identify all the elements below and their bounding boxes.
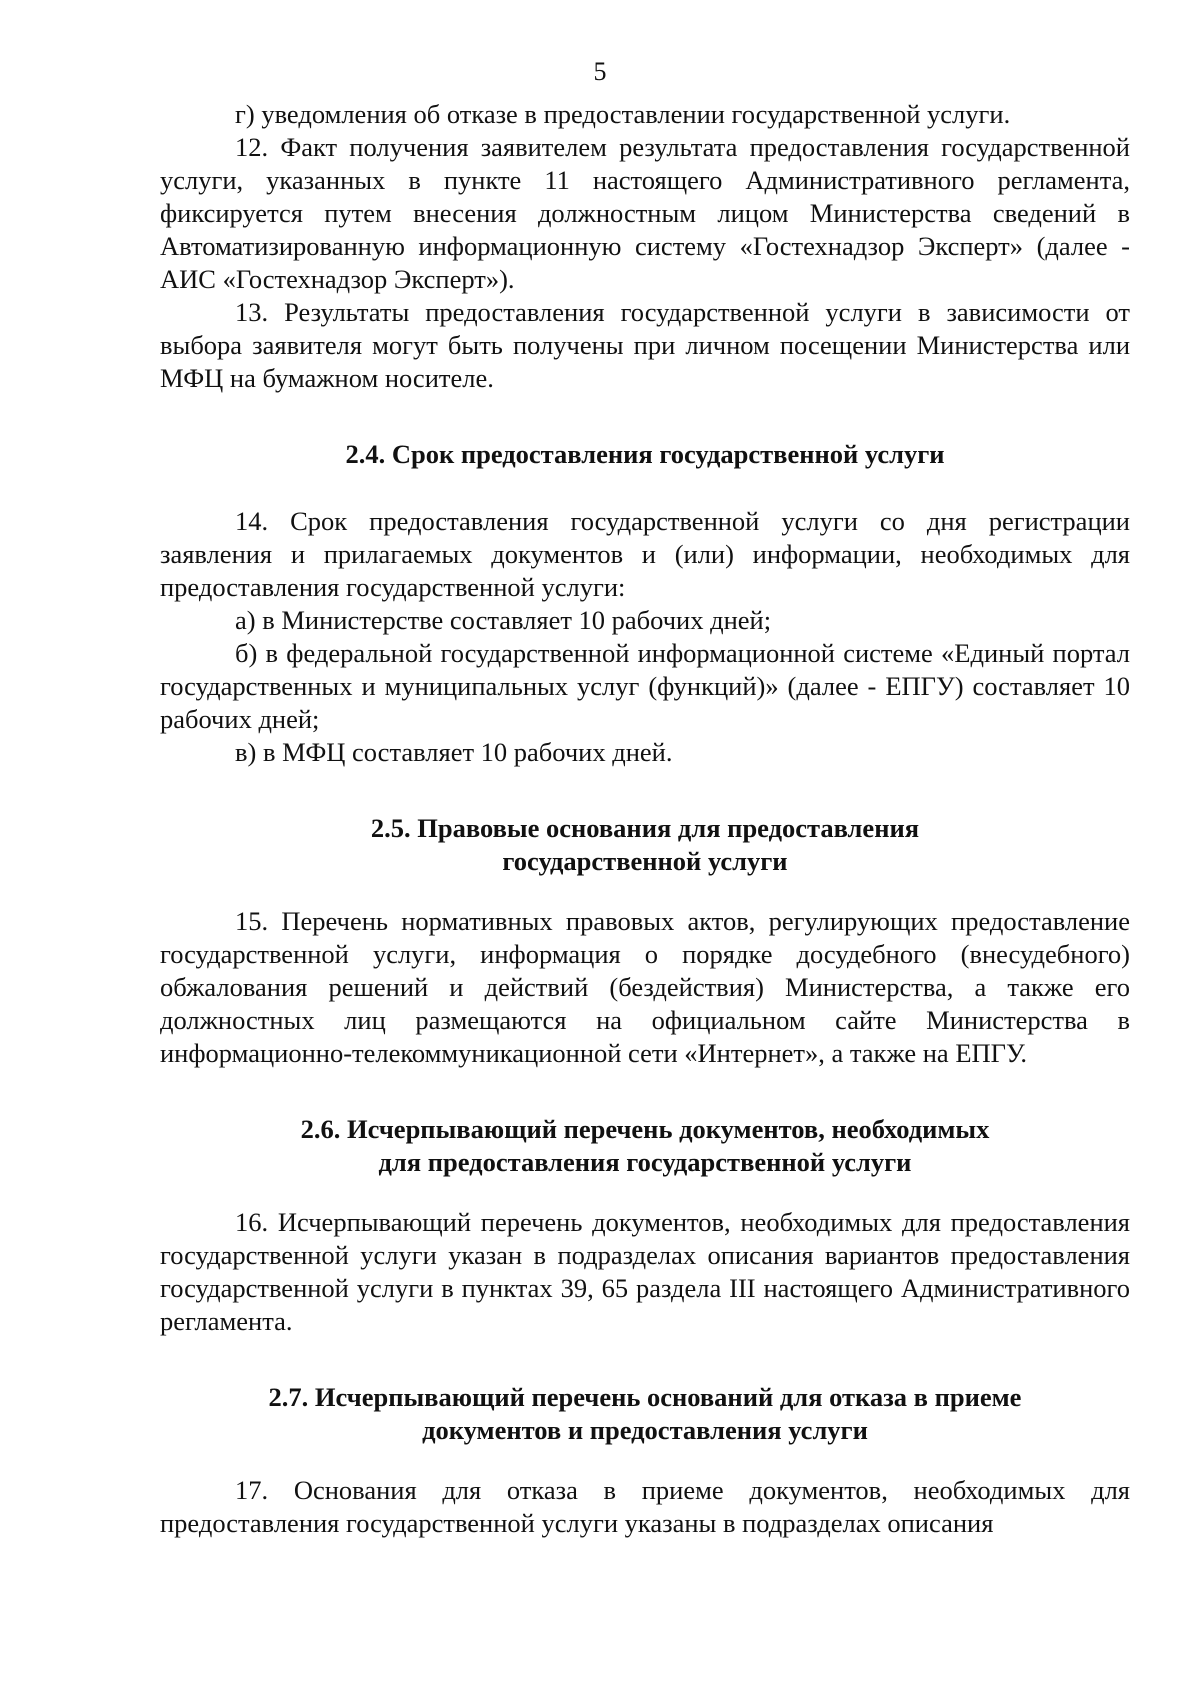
paragraph-14b: б) в федеральной государственной информационной системе «Единый портал государственных и муниципальных услуг (функций)» (далее - ЕПГУ) составляет 10 рабочих дней; <box>160 638 1130 734</box>
paragraph-14a: а) в Министерстве составляет 10 рабочих дней; <box>235 605 772 635</box>
spacer <box>160 395 1130 438</box>
section-2-7-heading-line2: документов и предоставления услуги <box>422 1415 868 1445</box>
section-2-5-heading-line2: государственной услуги <box>502 846 788 876</box>
paragraph-16: 16. Исчерпывающий перечень документов, необходимых для предоставления государственной услуги указан в подразделах описания вариантов предоставления государственной услуги в пунктах 39, 65 раздела III настоящего Административного регламента. <box>160 1207 1130 1336</box>
spacer <box>160 878 1130 905</box>
section-2-6-heading-line2: для предоставления государственной услуги <box>378 1147 912 1177</box>
section-2-7-heading-line1: 2.7. Исчерпывающий перечень оснований для отказа в приеме <box>268 1382 1022 1412</box>
spacer <box>160 1070 1130 1113</box>
section-2-4-heading: 2.4. Срок предоставления государственной услуги <box>345 439 945 469</box>
page-number: 5 <box>593 57 607 86</box>
spacer <box>160 1447 1130 1474</box>
paragraph-14v: в) в МФЦ составляет 10 рабочих дней. <box>235 737 673 767</box>
paragraph-15: 15. Перечень нормативных правовых актов, регулирующих предоставление государственной услуги, информация о порядке досудебного (внесудебного) обжалования решений и действий (бездействия) Министерства, а также его должностных лиц размещаются на официальном сайте Министерства в информационно-телекоммуникационной сети «Интернет», а также на ЕПГУ. <box>160 906 1130 1068</box>
section-2-5-heading-line1: 2.5. Правовые основания для предоставления <box>370 813 920 843</box>
paragraph-12: 12. Факт получения заявителем результата предоставления государственной услуги, указанных в пункте 11 настоящего Административного регламента, фиксируется путем внесения должностным лицом Министерства сведений в Автоматизированную информационную систему «Гостехнадзор Эксперт» (далее - АИС «Гостехнадзор Эксперт»). <box>160 132 1130 294</box>
spacer <box>160 769 1130 812</box>
paragraph-14: 14. Срок предоставления государственной услуги со дня регистрации заявления и прилагаемых документов и (или) информации, необходимых для предоставления государственной услуги: <box>160 506 1130 602</box>
section-2-6-heading-line1: 2.6. Исчерпывающий перечень документов, необходимых <box>300 1114 990 1144</box>
paragraph-13: 13. Результаты предоставления государственной услуги в зависимости от выбора заявителя могут быть получены при личном посещении Министерства или МФЦ на бумажном носителе. <box>160 297 1130 393</box>
spacer <box>160 1338 1130 1381</box>
spacer <box>160 1179 1130 1206</box>
spacer <box>160 471 1130 505</box>
paragraph-11g: г) уведомления об отказе в предоставлении государственной услуги. <box>235 99 1011 129</box>
paragraph-17: 17. Основания для отказа в приеме документов, необходимых для предоставления государственной услуги указаны в подразделах описания <box>160 1475 1130 1538</box>
document-body <box>160 98 1130 1540</box>
